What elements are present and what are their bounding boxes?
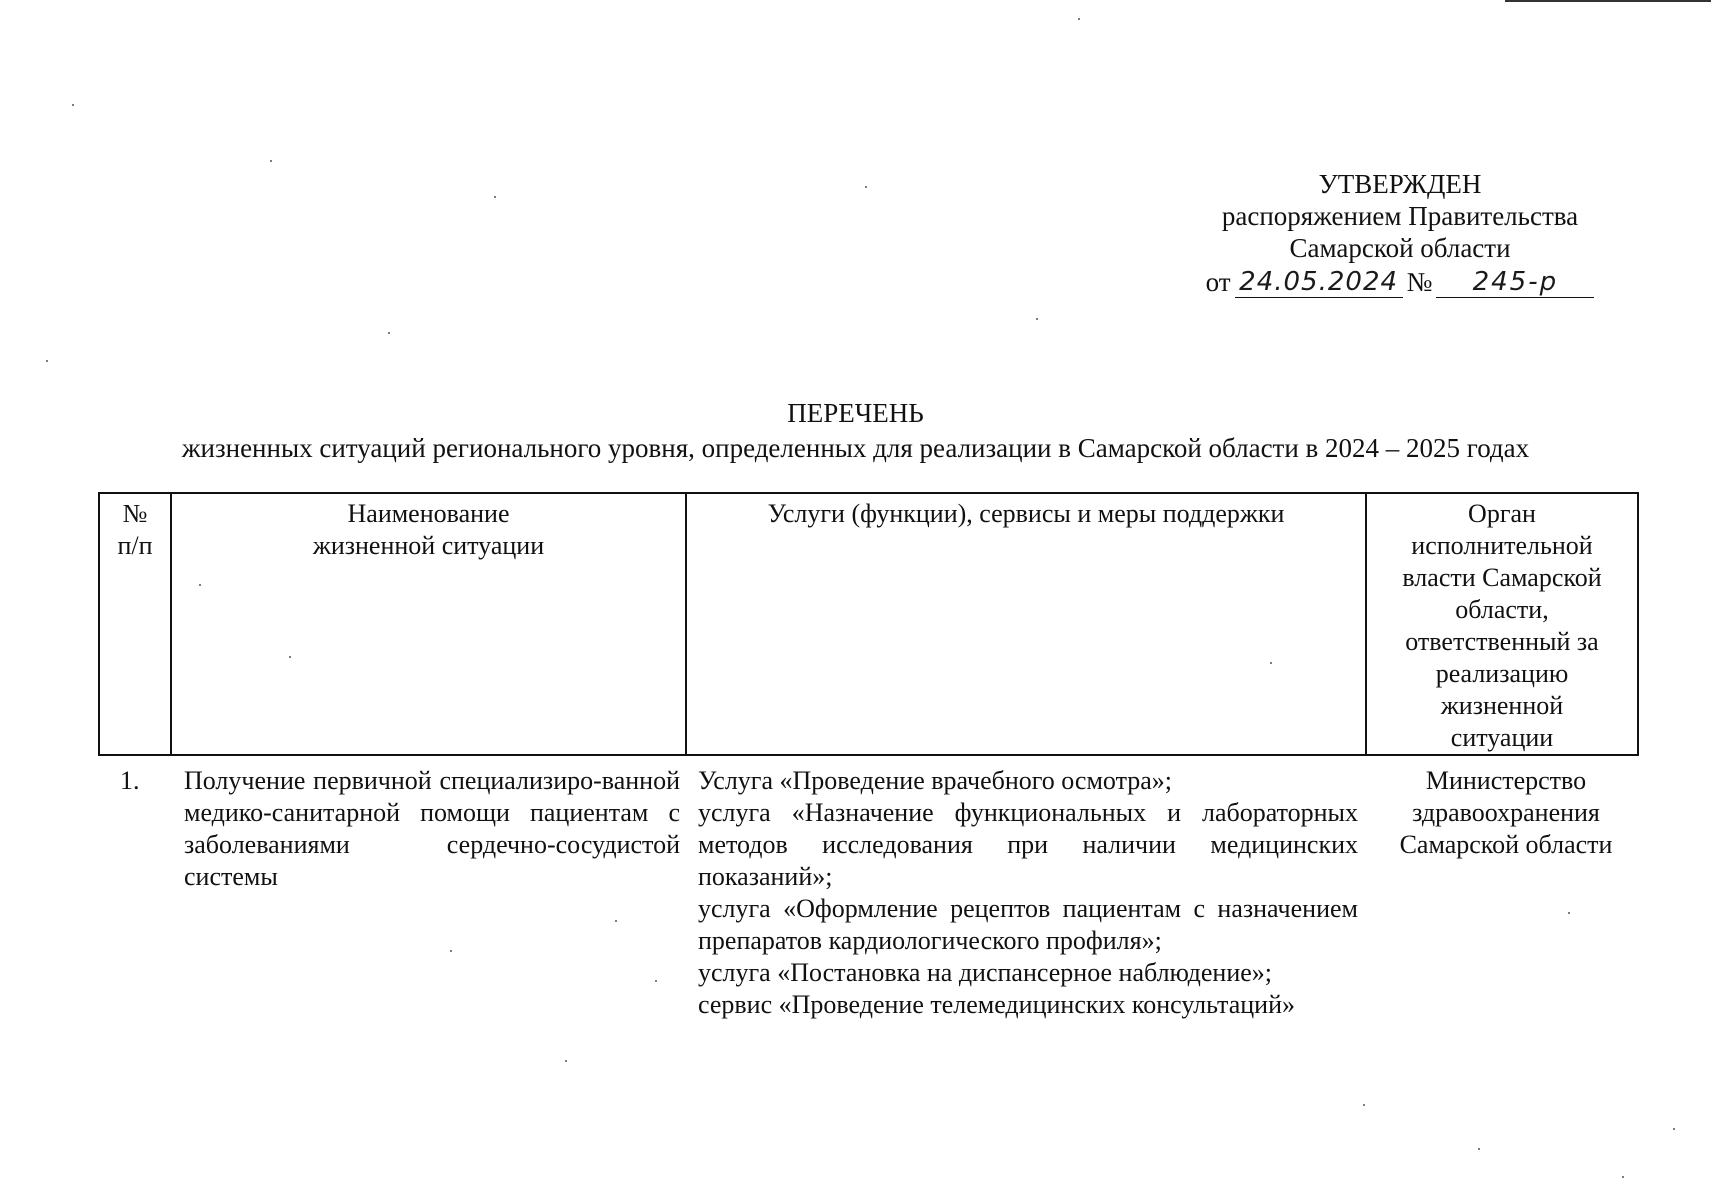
scan-speck: [1078, 18, 1080, 20]
scan-edge-mark: [1505, 0, 1711, 2]
scan-speck: [494, 196, 496, 198]
scan-speck: [72, 104, 74, 106]
document-subtitle: жизненных ситуаций регионального уровня, определенных для реализации в Самарской области в 2024 – 2025 годах: [181, 433, 1530, 463]
scan-speck: [1478, 1148, 1480, 1150]
approval-date-number: [1180, 266, 1620, 298]
row-situation-name: Получение первичной специализиро-ванной медико-санитарной помощи пациентам с заболеваниями сердечно-сосудистой системы: [184, 766, 680, 891]
header-name-line-2: жизненной ситуации: [312, 531, 545, 560]
header-authority: [1366, 493, 1638, 755]
date-prefix: от: [1205, 267, 1231, 297]
header-authority-line-4: области,: [1455, 595, 1549, 624]
row-authority-line-1: Министерство: [1425, 766, 1587, 795]
scan-speck: [565, 1060, 567, 1062]
handwritten-date: 24.05.2024: [1235, 267, 1403, 298]
scan-speck: [655, 980, 657, 982]
row-authority: [1375, 765, 1637, 861]
scan-speck: [1673, 1128, 1675, 1130]
scan-speck: [388, 332, 390, 334]
scan-speck: [1622, 1176, 1624, 1178]
scan-speck: [199, 584, 201, 586]
header-services: Услуги (функции), сервисы и меры поддержки: [686, 493, 1366, 755]
row-services: [698, 765, 1358, 1021]
scan-speck: [1568, 912, 1570, 914]
header-number-line-2: п/п: [117, 531, 153, 560]
row-number: 1.: [120, 766, 140, 795]
approval-stamp: [1180, 168, 1620, 298]
document-title: ПЕРЕЧЕНЬ: [787, 398, 924, 428]
approval-status: УТВЕРЖДЕН: [1318, 169, 1482, 199]
row-authority-line-2: здравоохранения: [1412, 798, 1600, 827]
service-item: услуга «Оформление рецептов пациентам с назначением препаратов кардиологического профиля»;: [698, 894, 1358, 955]
scan-speck: [450, 950, 452, 952]
service-item: услуга «Назначение функциональных и лабораторных методов исследования при наличии медицинских показаний»;: [698, 798, 1358, 891]
header-authority-line-8: ситуации: [1450, 723, 1554, 752]
scan-speck: [865, 186, 867, 188]
header-name-line-1: Наименование: [347, 499, 510, 528]
header-authority-line-7: жизненной: [1440, 691, 1564, 720]
approval-line-1: распоряжением Правительства: [1221, 201, 1579, 231]
row-authority-line-3: Самарской области: [1399, 830, 1613, 859]
handwritten-number: 245-р: [1436, 267, 1594, 298]
header-authority-line-6: реализацию: [1435, 659, 1569, 688]
scan-speck: [1270, 662, 1272, 664]
header-authority-line-5: ответственный за: [1405, 627, 1599, 656]
scan-speck: [615, 920, 617, 922]
table-header: [98, 492, 1639, 756]
scan-speck: [1363, 1104, 1365, 1106]
service-item: Услуга «Проведение врачебного осмотра»;: [698, 766, 1173, 795]
header-number: [99, 493, 171, 755]
number-label: №: [1406, 267, 1433, 297]
header-authority-line-1: Орган: [1468, 499, 1536, 528]
scan-speck: [270, 160, 272, 162]
service-item: услуга «Постановка на диспансерное наблюдение»;: [698, 958, 1273, 987]
header-number-line-1: №: [122, 499, 148, 528]
approval-line-2: Самарской области: [1289, 233, 1511, 263]
header-name: [171, 493, 686, 755]
scan-speck: [289, 656, 291, 658]
scan-speck: [1036, 318, 1038, 320]
header-authority-line-3: власти Самарской: [1402, 563, 1602, 592]
header-authority-line-2: исполнительной: [1411, 531, 1593, 560]
scan-speck: [46, 360, 48, 362]
service-item: сервис «Проведение телемедицинских консультаций»: [698, 990, 1295, 1019]
